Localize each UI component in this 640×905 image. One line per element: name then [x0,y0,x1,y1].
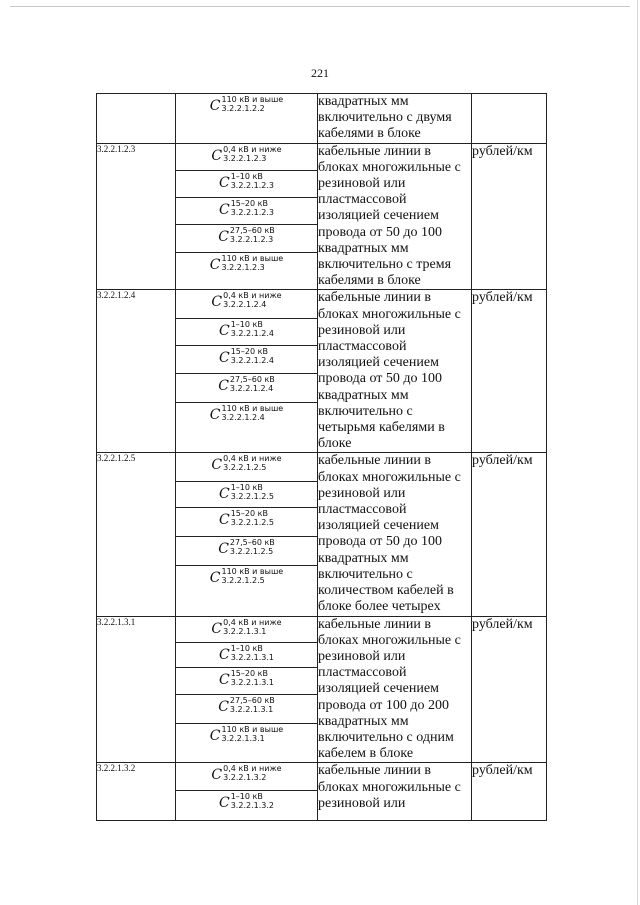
code-subscript: 3.2.2.1.2.5 [221,575,265,585]
voltage-superscript: 110 кВ и выше [221,404,284,414]
code-subscript: 3.2.2.1.2.3 [223,153,267,163]
rate-symbol [176,763,318,791]
table-row [97,616,547,643]
rate-symbol [176,723,318,763]
rate-symbol [176,225,318,253]
rate-symbol [176,143,318,171]
item-unit: рублей/км [472,616,547,763]
voltage-superscript: 1–10 кВ [230,319,263,329]
symbol-letter: C [219,175,230,192]
rate-symbol [176,374,318,403]
symbol-letter: C [219,512,230,529]
voltage-superscript: 110 кВ и выше [221,95,284,104]
item-description: кабельные линии в блоках многожильные с резиновой или [318,763,472,821]
code-subscript: 3.2.2.1.3.2 [223,773,267,783]
code-subscript: 3.2.2.1.3.2 [230,801,274,811]
voltage-superscript: 27,5–60 кВ [229,695,275,705]
item-code: 3.2.2.1.3.2 [97,763,176,821]
voltage-superscript: 1–10 кВ [230,644,263,653]
voltage-superscript: 15–20 кВ [230,509,268,519]
table-row [97,94,547,144]
code-subscript: 3.2.2.1.2.5 [230,491,274,501]
symbol-letter: C [219,201,230,218]
code-subscript: 3.2.2.1.2.4 [230,355,274,365]
table-row [97,763,547,791]
voltage-superscript: 0,4 кВ и ниже [223,454,282,464]
voltage-superscript: 27,5–60 кВ [229,226,275,236]
rate-symbol [176,791,318,821]
tariff-table-body [97,94,547,821]
voltage-superscript: 27,5–60 кВ [229,537,275,547]
voltage-superscript: 0,4 кВ и ниже [223,617,282,627]
rate-symbol [176,318,318,345]
symbol-letter: C [211,767,223,784]
rate-symbol [176,403,318,453]
symbol-letter: C [219,349,230,366]
code-subscript: 3.2.2.1.3.1 [223,626,267,636]
voltage-superscript: 0,4 кВ и ниже [223,291,282,301]
symbol-letter: C [209,407,221,424]
code-subscript: 3.2.2.1.2.5 [230,518,274,528]
item-unit: рублей/км [472,290,547,453]
symbol-letter: C [211,294,223,311]
code-subscript: 3.2.2.1.2.3 [230,181,274,191]
voltage-superscript: 0,4 кВ и ниже [223,144,282,154]
rate-symbol [176,694,318,723]
code-subscript: 3.2.2.1.3.1 [230,653,274,662]
item-unit [472,94,547,144]
item-code: 3.2.2.1.2.3 [97,143,176,290]
code-subscript: 3.2.2.1.2.2 [221,104,265,113]
voltage-superscript: 15–20 кВ [230,669,268,679]
code-subscript: 3.2.2.1.2.5 [229,546,274,556]
symbol-letter: C [211,620,223,637]
table-row [97,453,547,481]
voltage-superscript: 110 кВ и выше [221,253,284,263]
code-subscript: 3.2.2.1.2.4 [230,328,274,338]
item-code: 3.2.2.1.3.1 [97,616,176,763]
code-subscript: 3.2.2.1.3.1 [221,733,265,743]
voltage-superscript: 27,5–60 кВ [229,375,275,385]
item-description: кабельные линии в блоках многожильные с резиновой или пластмассовой изоляцией сечением провода от 50 до 100 квадратных мм включительно с тремя кабелями в блоке [318,143,472,290]
rate-symbol [176,536,318,565]
symbol-letter: C [219,647,230,663]
code-subscript: 3.2.2.1.2.4 [221,413,265,423]
item-description: кабельные линии в блоках многожильные с резиновой или пластмассовой изоляцией сечением провода от 100 до 200 квадратных мм включительно с одним кабелем в блоке [318,616,472,763]
rate-symbol [176,345,318,373]
voltage-superscript: 110 кВ и выше [221,724,284,734]
symbol-letter: C [209,256,221,273]
symbol-letter: C [211,457,223,474]
voltage-superscript: 15–20 кВ [230,346,268,356]
rate-symbol [176,565,318,616]
item-unit: рублей/км [472,143,547,290]
item-description: кабельные линии в блоках многожильные с резиновой или пластмассовой изоляцией сечением провода от 50 до 100 квадратных мм включительно с количеством кабелей в блоке более четырех [318,453,472,616]
symbol-letter: C [209,98,221,114]
symbol-letter: C [219,672,230,689]
symbol-letter: C [219,485,230,502]
scan-edge-right [637,0,638,905]
tariff-table [96,93,547,821]
rate-symbol [176,453,318,481]
rate-symbol [176,508,318,536]
rate-symbol [176,668,318,695]
symbol-letter: C [218,540,229,557]
code-subscript: 3.2.2.1.2.3 [230,207,274,217]
code-subscript: 3.2.2.1.2.4 [223,300,267,310]
code-subscript: 3.2.2.1.2.5 [223,463,267,473]
item-unit: рублей/км [472,763,547,821]
rate-symbol [176,481,318,508]
rate-symbol [176,290,318,318]
symbol-letter: C [218,378,229,395]
symbol-letter: C [218,698,229,715]
symbol-letter: C [219,322,230,339]
item-code [97,94,176,144]
code-subscript: 3.2.2.1.2.3 [229,235,274,245]
code-subscript: 3.2.2.1.3.1 [230,678,274,688]
item-code: 3.2.2.1.2.5 [97,453,176,616]
item-unit: рублей/км [472,453,547,616]
rate-symbol [176,643,318,668]
rate-symbol [176,94,318,144]
code-subscript: 3.2.2.1.2.4 [229,384,274,394]
code-subscript: 3.2.2.1.2.3 [221,262,265,272]
table-row [97,290,547,318]
rate-symbol [176,616,318,643]
symbol-letter: C [211,147,223,164]
page-number: 221 [311,66,329,80]
voltage-superscript: 1–10 кВ [230,482,263,492]
voltage-superscript: 1–10 кВ [230,792,263,802]
item-description: кабельные линии в блоках многожильные с резиновой или пластмассовой изоляцией сечением провода от 50 до 100 квадратных мм включительно с четырьмя кабелями в блоке [318,290,472,453]
symbol-letter: C [219,795,230,812]
item-code: 3.2.2.1.2.4 [97,290,176,453]
code-subscript: 3.2.2.1.3.1 [229,704,274,714]
rate-symbol [176,197,318,225]
rate-symbol [176,252,318,290]
rate-symbol [176,171,318,198]
table-row [97,143,547,171]
item-description: квадратных мм включительно с двумя кабелями в блоке [318,94,472,144]
scan-edge-top [10,6,630,7]
voltage-superscript: 110 кВ и выше [221,566,284,576]
voltage-superscript: 1–10 кВ [230,172,263,182]
voltage-superscript: 0,4 кВ и ниже [223,764,282,774]
voltage-superscript: 15–20 кВ [230,198,268,208]
symbol-letter: C [209,727,221,744]
symbol-letter: C [209,569,221,586]
symbol-letter: C [218,229,229,246]
